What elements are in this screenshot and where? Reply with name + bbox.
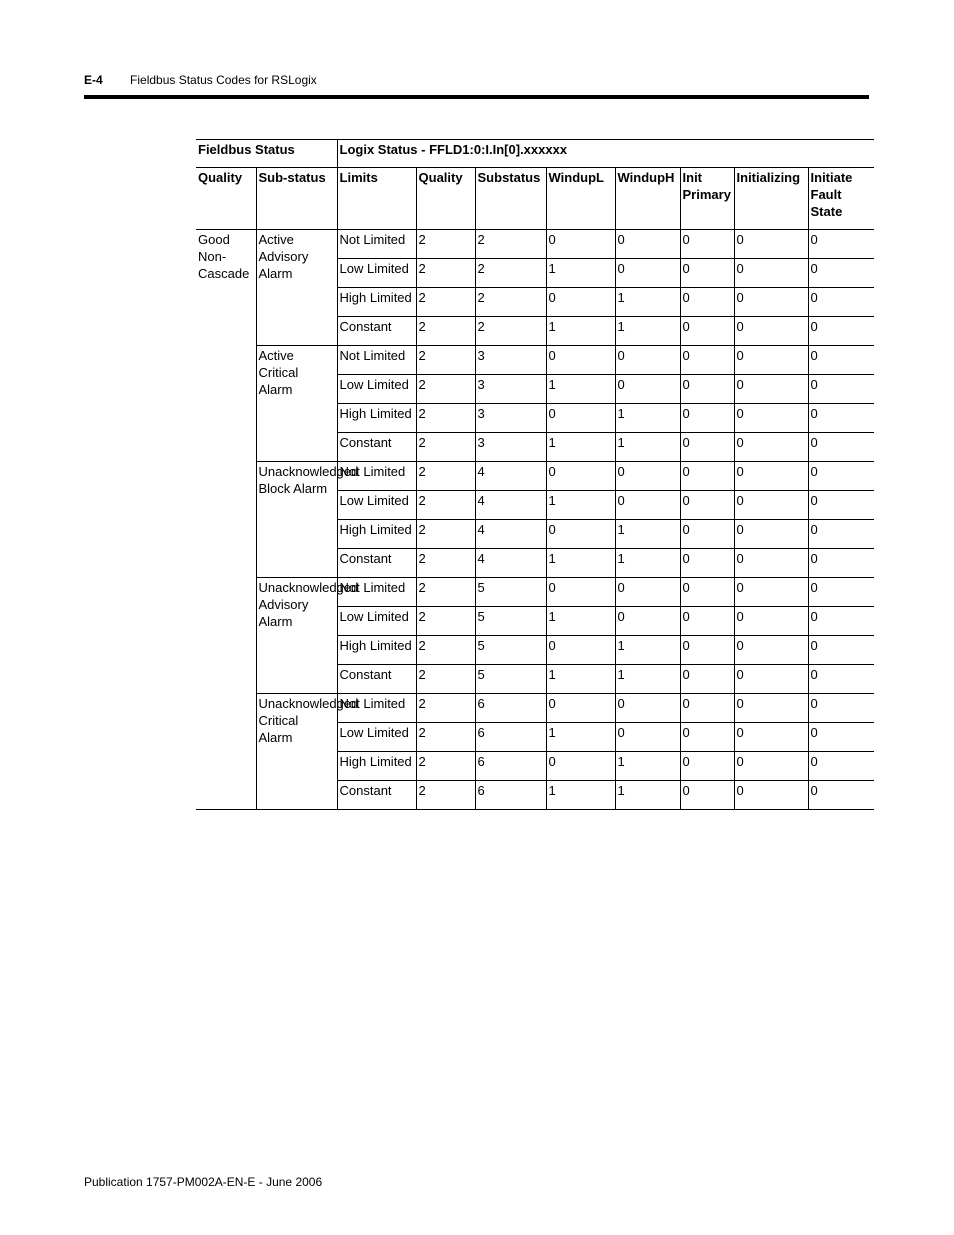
- value-cell: 0: [734, 549, 808, 578]
- value-cell: 0: [546, 636, 615, 665]
- value-cell: 0: [680, 694, 734, 723]
- value-cell: 0: [734, 636, 808, 665]
- value-cell: 1: [546, 433, 615, 462]
- value-cell: 0: [546, 578, 615, 607]
- value-cell: 0: [734, 288, 808, 317]
- limits-cell: Low Limited: [337, 259, 416, 288]
- value-cell: 0: [808, 230, 874, 259]
- fieldbus-status-header: Fieldbus Status: [196, 140, 337, 168]
- value-cell: 5: [475, 665, 546, 694]
- value-cell: 1: [546, 549, 615, 578]
- table-row: [196, 462, 874, 491]
- value-cell: 0: [808, 491, 874, 520]
- limits-cell: Constant: [337, 665, 416, 694]
- value-cell: 0: [680, 491, 734, 520]
- limits-cell: Constant: [337, 549, 416, 578]
- value-cell: 4: [475, 491, 546, 520]
- limits-cell: High Limited: [337, 288, 416, 317]
- value-cell: 0: [680, 636, 734, 665]
- value-cell: 0: [680, 404, 734, 433]
- value-cell: 0: [680, 752, 734, 781]
- value-cell: 0: [680, 462, 734, 491]
- value-cell: 0: [680, 520, 734, 549]
- value-cell: 1: [615, 317, 680, 346]
- value-cell: 2: [416, 404, 475, 433]
- value-cell: 2: [416, 694, 475, 723]
- value-cell: 0: [615, 346, 680, 375]
- value-cell: 4: [475, 462, 546, 491]
- value-cell: 0: [808, 607, 874, 636]
- value-cell: 6: [475, 694, 546, 723]
- running-header: [84, 73, 317, 87]
- value-cell: 0: [734, 346, 808, 375]
- value-cell: 2: [416, 607, 475, 636]
- value-cell: 1: [546, 491, 615, 520]
- column-header: Initiate Fault State: [808, 168, 874, 230]
- value-cell: 2: [416, 230, 475, 259]
- value-cell: 0: [615, 491, 680, 520]
- value-cell: 2: [475, 288, 546, 317]
- value-cell: 1: [615, 549, 680, 578]
- value-cell: 1: [546, 665, 615, 694]
- value-cell: 0: [734, 665, 808, 694]
- limits-cell: Constant: [337, 433, 416, 462]
- value-cell: 0: [734, 694, 808, 723]
- value-cell: 0: [546, 404, 615, 433]
- value-cell: 1: [615, 433, 680, 462]
- substatus-cell: Active Advisory Alarm: [256, 230, 337, 346]
- value-cell: 0: [808, 752, 874, 781]
- value-cell: 1: [546, 375, 615, 404]
- value-cell: 0: [680, 723, 734, 752]
- value-cell: 2: [416, 520, 475, 549]
- column-header: Limits: [337, 168, 416, 230]
- value-cell: 0: [734, 230, 808, 259]
- value-cell: 0: [680, 781, 734, 810]
- value-cell: 2: [416, 549, 475, 578]
- value-cell: 0: [734, 752, 808, 781]
- value-cell: 0: [615, 607, 680, 636]
- value-cell: 0: [615, 578, 680, 607]
- value-cell: 0: [680, 607, 734, 636]
- value-cell: 0: [546, 346, 615, 375]
- value-cell: 3: [475, 346, 546, 375]
- table-row: [196, 230, 874, 259]
- value-cell: 1: [615, 636, 680, 665]
- limits-cell: High Limited: [337, 404, 416, 433]
- quality-cell: Good Non-Cascade: [196, 230, 256, 810]
- value-cell: 2: [416, 259, 475, 288]
- value-cell: 1: [546, 259, 615, 288]
- value-cell: 2: [475, 317, 546, 346]
- table-row: [196, 346, 874, 375]
- value-cell: 0: [680, 317, 734, 346]
- value-cell: 2: [416, 375, 475, 404]
- value-cell: 0: [808, 636, 874, 665]
- substatus-cell: Unacknowledged Block Alarm: [256, 462, 337, 578]
- limits-cell: High Limited: [337, 752, 416, 781]
- column-header: WindupH: [615, 168, 680, 230]
- value-cell: 1: [615, 665, 680, 694]
- value-cell: 0: [546, 230, 615, 259]
- fieldbus-status-table: [196, 139, 874, 810]
- substatus-cell: Unacknowledged Advisory Alarm: [256, 578, 337, 694]
- value-cell: 0: [734, 433, 808, 462]
- limits-cell: Not Limited: [337, 346, 416, 375]
- value-cell: 0: [808, 462, 874, 491]
- value-cell: 2: [416, 578, 475, 607]
- value-cell: 1: [546, 607, 615, 636]
- value-cell: 0: [808, 346, 874, 375]
- value-cell: 1: [615, 288, 680, 317]
- value-cell: 0: [808, 694, 874, 723]
- value-cell: 6: [475, 781, 546, 810]
- substatus-cell: Unacknowledged Critical Alarm: [256, 694, 337, 810]
- value-cell: 0: [808, 433, 874, 462]
- column-header: Quality: [416, 168, 475, 230]
- value-cell: 0: [546, 752, 615, 781]
- value-cell: 0: [680, 549, 734, 578]
- value-cell: 0: [808, 520, 874, 549]
- value-cell: 2: [416, 491, 475, 520]
- value-cell: 0: [680, 578, 734, 607]
- value-cell: 0: [680, 346, 734, 375]
- value-cell: 0: [808, 404, 874, 433]
- value-cell: 3: [475, 375, 546, 404]
- column-header: WindupL: [546, 168, 615, 230]
- value-cell: 0: [546, 288, 615, 317]
- limits-cell: Low Limited: [337, 723, 416, 752]
- value-cell: 5: [475, 578, 546, 607]
- value-cell: 0: [808, 317, 874, 346]
- value-cell: 1: [615, 404, 680, 433]
- value-cell: 1: [546, 781, 615, 810]
- limits-cell: Low Limited: [337, 491, 416, 520]
- value-cell: 2: [416, 462, 475, 491]
- value-cell: 4: [475, 549, 546, 578]
- limits-cell: Constant: [337, 781, 416, 810]
- limits-cell: Low Limited: [337, 607, 416, 636]
- value-cell: 5: [475, 636, 546, 665]
- column-header: Initializing: [734, 168, 808, 230]
- value-cell: 2: [416, 781, 475, 810]
- value-cell: 0: [734, 375, 808, 404]
- limits-cell: Not Limited: [337, 694, 416, 723]
- value-cell: 2: [416, 636, 475, 665]
- value-cell: 0: [734, 317, 808, 346]
- limits-cell: High Limited: [337, 520, 416, 549]
- value-cell: 0: [808, 723, 874, 752]
- page-number: E-4: [84, 73, 103, 87]
- value-cell: 0: [734, 404, 808, 433]
- value-cell: 0: [734, 723, 808, 752]
- value-cell: 3: [475, 433, 546, 462]
- value-cell: 1: [546, 723, 615, 752]
- column-header: Sub-status: [256, 168, 337, 230]
- substatus-cell: Active Critical Alarm: [256, 346, 337, 462]
- value-cell: 2: [416, 288, 475, 317]
- column-header: Init Primary: [680, 168, 734, 230]
- value-cell: 0: [734, 578, 808, 607]
- limits-cell: Not Limited: [337, 230, 416, 259]
- value-cell: 0: [546, 694, 615, 723]
- value-cell: 0: [546, 462, 615, 491]
- value-cell: 0: [808, 578, 874, 607]
- value-cell: 1: [615, 781, 680, 810]
- value-cell: 0: [808, 549, 874, 578]
- value-cell: 0: [808, 375, 874, 404]
- value-cell: 2: [416, 433, 475, 462]
- table-row: [196, 694, 874, 723]
- value-cell: 0: [615, 723, 680, 752]
- value-cell: 0: [615, 230, 680, 259]
- value-cell: 0: [734, 520, 808, 549]
- header-rule: [84, 95, 869, 99]
- value-cell: 0: [808, 665, 874, 694]
- value-cell: 6: [475, 752, 546, 781]
- value-cell: 2: [416, 752, 475, 781]
- value-cell: 0: [808, 259, 874, 288]
- value-cell: 3: [475, 404, 546, 433]
- value-cell: 6: [475, 723, 546, 752]
- value-cell: 0: [546, 520, 615, 549]
- value-cell: 2: [416, 665, 475, 694]
- value-cell: 2: [416, 346, 475, 375]
- value-cell: 1: [615, 520, 680, 549]
- value-cell: 0: [680, 259, 734, 288]
- logix-status-header: Logix Status - FFLD1:0:I.In[0].xxxxxx: [337, 140, 874, 168]
- chapter-title: Fieldbus Status Codes for RSLogix: [130, 73, 317, 87]
- value-cell: 0: [680, 665, 734, 694]
- value-cell: 0: [808, 781, 874, 810]
- limits-cell: Constant: [337, 317, 416, 346]
- value-cell: 0: [734, 259, 808, 288]
- value-cell: 0: [734, 607, 808, 636]
- value-cell: 2: [416, 317, 475, 346]
- value-cell: 0: [615, 462, 680, 491]
- value-cell: 0: [680, 230, 734, 259]
- value-cell: 2: [416, 723, 475, 752]
- limits-cell: Not Limited: [337, 578, 416, 607]
- limits-cell: Low Limited: [337, 375, 416, 404]
- value-cell: 2: [475, 230, 546, 259]
- value-cell: 1: [546, 317, 615, 346]
- value-cell: 0: [680, 288, 734, 317]
- value-cell: 4: [475, 520, 546, 549]
- value-cell: 0: [680, 433, 734, 462]
- limits-cell: High Limited: [337, 636, 416, 665]
- value-cell: 0: [615, 375, 680, 404]
- limits-cell: Not Limited: [337, 462, 416, 491]
- column-header: Substatus: [475, 168, 546, 230]
- value-cell: 0: [734, 462, 808, 491]
- table-row: [196, 578, 874, 607]
- value-cell: 2: [475, 259, 546, 288]
- value-cell: 0: [808, 288, 874, 317]
- column-header: Quality: [196, 168, 256, 230]
- value-cell: 0: [734, 491, 808, 520]
- value-cell: 5: [475, 607, 546, 636]
- value-cell: 0: [734, 781, 808, 810]
- value-cell: 0: [680, 375, 734, 404]
- publication-footer: Publication 1757-PM002A-EN-E - June 2006: [84, 1175, 323, 1189]
- value-cell: 0: [615, 694, 680, 723]
- value-cell: 0: [615, 259, 680, 288]
- value-cell: 1: [615, 752, 680, 781]
